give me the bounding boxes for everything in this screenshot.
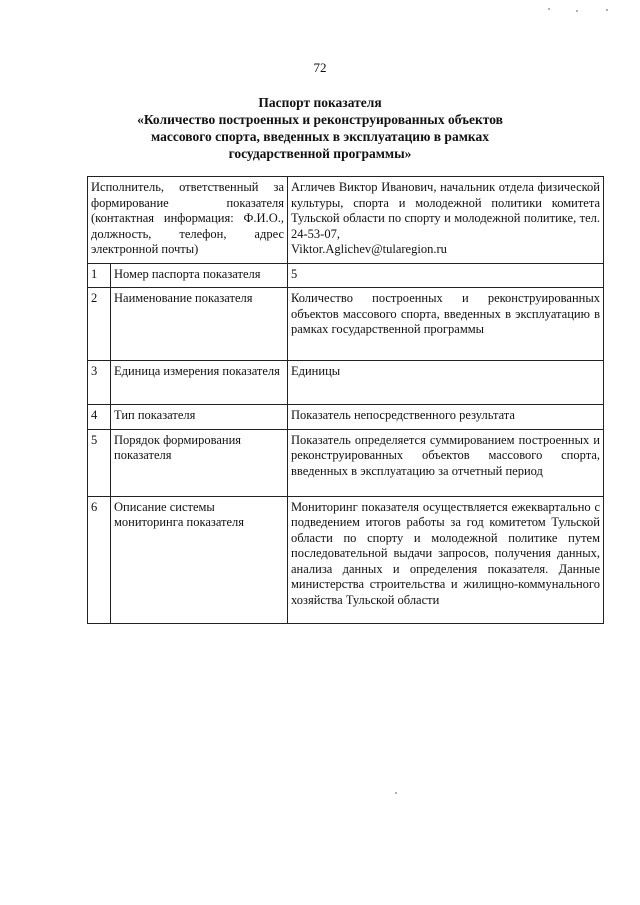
table-row [88, 429, 604, 496]
executor-details: Агличев Виктор Иванович, начальник отдела физической культуры, спорта и молодежной политики комитета Тульской области по спорту и молодежной политике, тел. 24-53-07, [291, 180, 600, 241]
scan-speck [548, 8, 550, 10]
row-number: 1 [88, 263, 111, 288]
indicator-passport-table [87, 176, 604, 624]
executor-value [288, 177, 604, 264]
page-number: 72 [313, 60, 327, 75]
row-name: Единица измерения показателя [111, 361, 288, 405]
row-value: 5 [288, 263, 604, 288]
row-value: Единицы [288, 361, 604, 405]
row-value: Количество построенных и реконструированных объектов массового спорта, введенных в эксплуатацию в рамках государственной программы [288, 288, 604, 361]
executor-email: Viktor.Aglichev@tularegion.ru [291, 242, 447, 256]
title-line: государственной программы» [228, 146, 412, 161]
table-row [88, 496, 604, 623]
title-line: Паспорт показателя [258, 95, 382, 110]
table-row [88, 263, 604, 288]
table-row [88, 361, 604, 405]
row-number: 4 [88, 405, 111, 430]
title-line: «Количество построенных и реконструированных объектов [137, 112, 503, 127]
row-name: Порядок формирования показателя [111, 429, 288, 496]
row-name: Наименование показателя [111, 288, 288, 361]
document-title [120, 94, 520, 162]
row-number: 2 [88, 288, 111, 361]
row-name: Номер паспорта показателя [111, 263, 288, 288]
scan-speck [576, 10, 578, 12]
row-number: 5 [88, 429, 111, 496]
title-line: массового спорта, введенных в эксплуатацию в рамках [151, 129, 489, 144]
scan-speck [606, 9, 608, 11]
row-name: Описание системы мониторинга показателя [111, 496, 288, 623]
row-value: Показатель непосредственного результата [288, 405, 604, 430]
table-row [88, 288, 604, 361]
row-number: 3 [88, 361, 111, 405]
row-value: Показатель определяется суммированием построенных и реконструированных объектов массового спорта, введенных в эксплуатацию за отчетный период [288, 429, 604, 496]
row-number: 6 [88, 496, 111, 623]
scan-speck [395, 792, 397, 794]
table-row [88, 405, 604, 430]
executor-label: Исполнитель, ответственный за формирование показателя (контактная информация: Ф.И.О., должность, телефон, адрес электронной почты) [88, 177, 288, 264]
row-value: Мониторинг показателя осуществляется ежеквартально с подведением итогов работы за год комитетом Тульской области по спорту и молодежной политике путем последовательной выдачи запросов, получения данных, анализа данных и определения показателя. Данные министерства строительства и жилищно-коммунального хозяйства Тульской области [288, 496, 604, 623]
row-name: Тип показателя [111, 405, 288, 430]
table-row-executor [88, 177, 604, 264]
